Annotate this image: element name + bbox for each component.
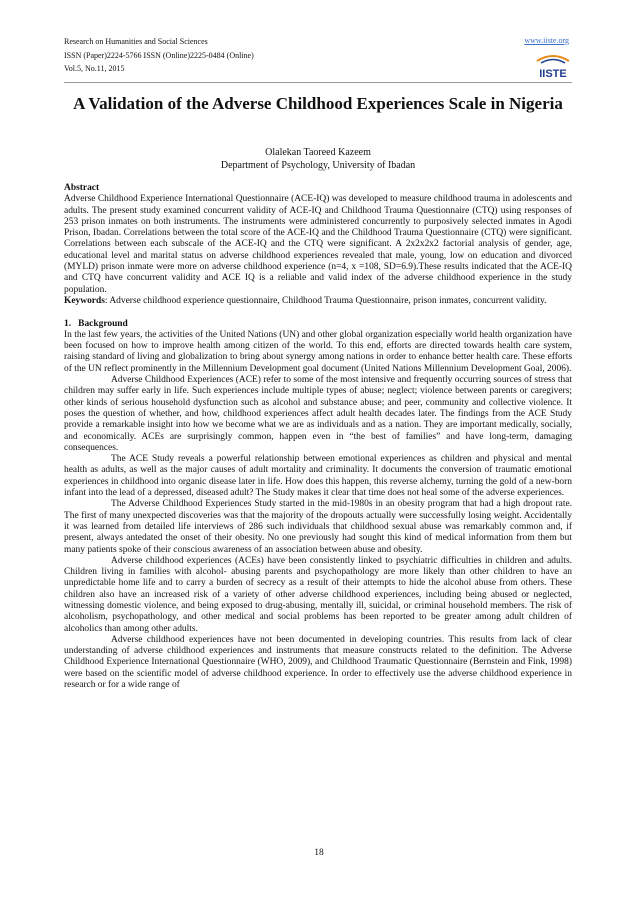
svg-text:IISTE: IISTE xyxy=(539,68,567,80)
header-rule xyxy=(64,82,572,83)
abstract-text: Adverse Childhood Experience International Questionnaire (ACE-IQ) was developed to measure childhood trauma in adolescents and adults. The present study examined concurrent validity of ACE-IQ and Childhood Trauma Questionnaire (CTQ) using responses of 253 prison inmates on both instruments. The instruments were administered concurrently to purposively selected inmates in Agodi Prison, Ibadan. Correlations between the total score of the ACE-IQ and the Childhood Trauma Questionnaire (CTQ) were significant. Correlations between each subscale of the ACE-IQ and the CTQ were significant. A 2x2x2x2 factorial analysis of gender, age, educational level and marital status on adverse childhood experiences revealed that male, young, low on education and divorced (MYLD) prison inmate were more on adverse childhood experience (n=4, x =108, SD=6.9).These results indicated that the ACE-IQ and CTQ have concurrent validity and ACE IQ is a reliable and valid index of the adverse childhood experience in the study population. xyxy=(64,194,572,295)
body-paragraph: Adverse Childhood Experiences (ACE) refer to some of the most intensive and frequently occurring sources of stress that children may suffer early in life. Such experiences include multiple types of abuse; neglect; violence between parents or caregivers; other kinds of serious household dysfunction such as alcohol and substance abuse; and peer, community and collective violence. It poses the question of whether, and how, childhood experiences affect adult health decades later. The findings from the ACE Study provide a remarkable insight into how we become what we are as individuals and as a nation. They are important medically, socially, and economically. ACEs are surprisingly common, happen even in “the best of families” and have long-term, damaging consequences. xyxy=(64,375,572,453)
author-name: Olalekan Taoreed Kazeem xyxy=(265,147,371,158)
iiste-logo xyxy=(533,53,573,81)
journal-url-link[interactable]: www.iiste.org xyxy=(524,36,569,45)
keywords-line xyxy=(64,296,572,307)
paper-body xyxy=(64,183,572,691)
body-paragraph: In the last few years, the activities of the United Nations (UN) and other global organization especially world health organization have been focused on how to improve health among citizen of the world. To this end, efforts are directed towards health care system, raising standard of living and globalization to bring about synergy among nations in order to enhance better health care. These efforts of the UN reflect prominently in the Millennium Development goal document (United Nations Millennium Development Goal, 2006). xyxy=(64,329,572,374)
issn-line: ISSN (Paper)2224-5766 ISSN (Online)2225-0484 (Online) xyxy=(64,51,254,60)
abstract-heading: Abstract xyxy=(64,183,100,193)
journal-name: Research on Humanities and Social Sciences xyxy=(64,37,208,46)
volume-line: Vol.5, No.11, 2015 xyxy=(64,64,125,73)
page-number: 18 xyxy=(314,848,324,858)
keywords-label: Keywords xyxy=(64,295,105,306)
body-paragraph: The Adverse Childhood Experiences Study started in the mid-1980s in an obesity program that had a high dropout rate. The first of many unexpected discoveries was that the majority of the dropouts actually were successfully losing weight. Accidentally it was learned from detailed life interviews of 286 such individuals that childhood sexual abuse was remarkably common and, if present, always antedated the onset of their obesity. No one previously had sought this kind of medical information from them but many patients spoke of their conscious awareness of an association between abuse and obesity. xyxy=(64,499,572,555)
keywords-text: : Adverse childhood experience questionnaire, Childhood Trauma Questionnaire, prison inmates, concurrent validity. xyxy=(104,295,547,306)
body-paragraph: The ACE Study reveals a powerful relationship between emotional experiences as children and physical and mental health as adults, as well as the major causes of adult mortality and criminality. It documents the conversion of traumatic emotional experiences in childhood into organic disease later in life. How does this happen, this reverse alchemy, turning the gold of a new-born infant into the lead of a depressed, diseased adult? The Study makes it clear that time does not heal some of the adverse experiences. xyxy=(64,454,572,499)
paper-title: A Validation of the Adverse Childhood Experiences Scale in Nigeria xyxy=(73,94,563,113)
body-paragraph: Adverse childhood experiences have not been documented in developing countries. This results from lack of clear understanding of adverse childhood experiences and instruments that measure constructs related to the definition. The Adverse Childhood Experience International Questionnaire (WHO, 2009), and Childhood Traumatic Questionnaire (Bernstein and Fink, 1998) were based on the scientific model of adverse childhood experience. In order to effectively use the adverse childhood experience in research or for a wide range of xyxy=(64,634,572,691)
section-heading: 1. Background xyxy=(64,318,128,329)
body-paragraph: Adverse childhood experiences (ACEs) have been consistently linked to psychiatric difficulties in children and adults. Children living in families with alcohol- abusing parents and psychopathology are more likely than other children to have an unpredictable home life and to carry a burden of secrecy as a result of their attempts to hide the alcohol abuse from others. These children also have an increased risk of a variety of other adverse childhood experiences, including being abused or neglected, witnessing domestic violence, and being exposed to drug-abusing, mentally ill, suicidal, or criminal household members. The risk of alcoholism, psychopathology, and other medical and social problems has been reported to be greater among adult children of alcoholics than among other adults. xyxy=(64,555,572,634)
author-affiliation: Department of Psychology, University of Ibadan xyxy=(220,160,416,171)
